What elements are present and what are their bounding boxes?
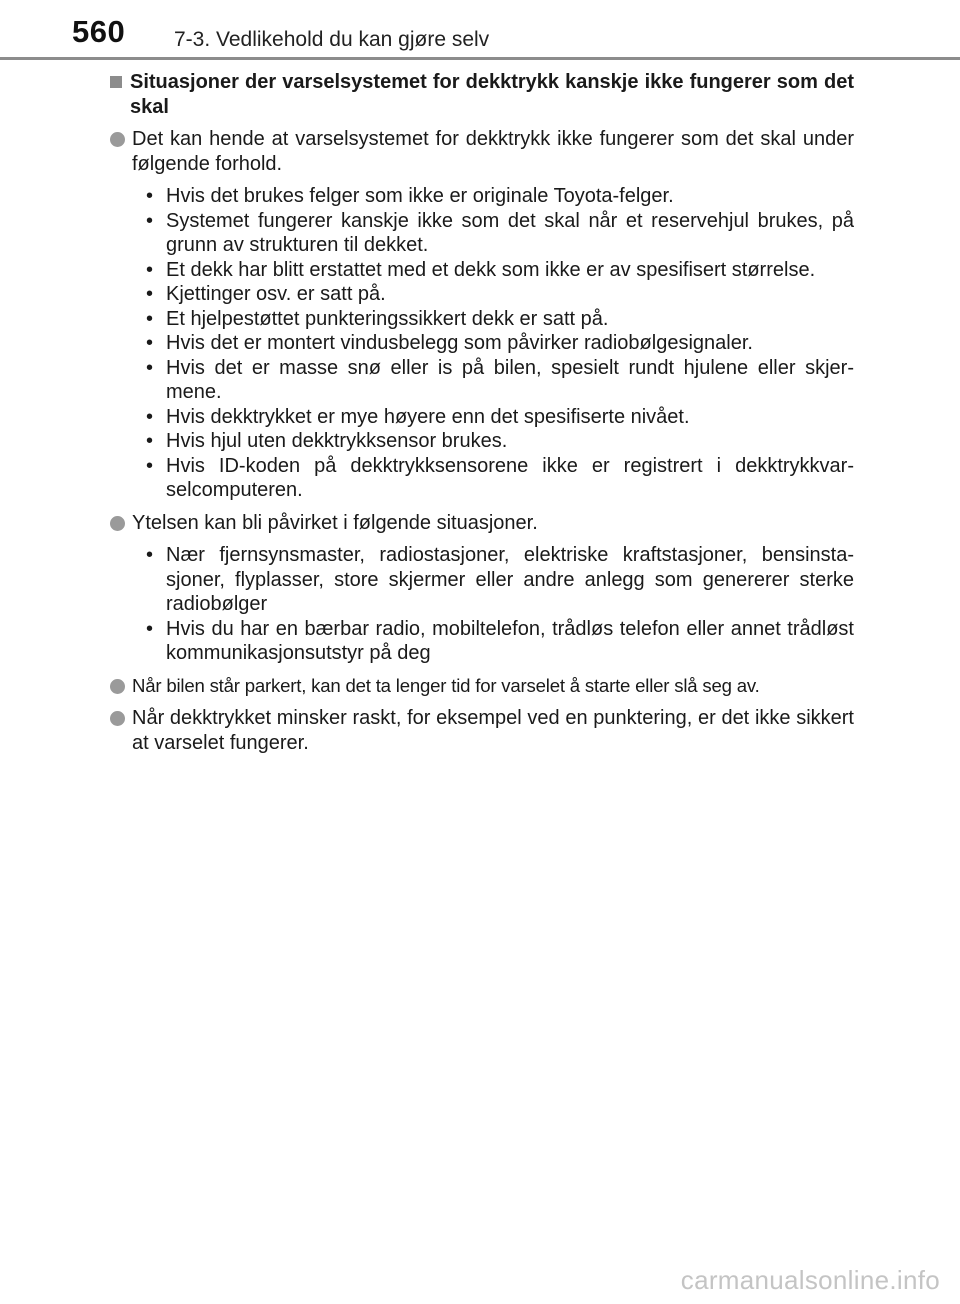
paragraph-rapid-loss [108,706,854,755]
circle-bullet-icon [110,516,125,531]
list-item: • Hvis ID-koden på dekktrykksensorene ikke er registrert i dekktrykkvar-selcomputeren. [146,454,854,503]
list-item: • Hvis det er masse snø eller is på bilen, spesielt rundt hjulene eller skjer-mene. [146,356,854,405]
list-item: • Et hjelpestøttet punkteringssikkert dekk er satt på. [146,307,854,332]
watermark: carmanualsonline.info [680,1265,940,1295]
list-item: • Kjettinger osv. er satt på. [146,282,854,307]
circle-bullet-icon [110,679,125,694]
list-item: • Nær fjernsynsmaster, radiostasjoner, elektriske kraftstasjoner, bensinsta-sjoner, flyplasser, store skjermer eller andre anlegg som genererer sterke radiobølger [146,543,854,617]
situations-list [108,543,854,666]
list-item: • Hvis det brukes felger som ikke er originale Toyota-felger. [146,184,854,209]
paragraph-parked [108,674,854,699]
list-item: • Systemet fungerer kanskje ikke som det skal når et reservehjul brukes, på grunn av strukturen til dekket. [146,209,854,258]
section-heading-text: Situasjoner der varselsystemet for dekktrykk kanskje ikke fungerer som det skal [130,71,854,118]
page-number: 560 [72,14,126,49]
paragraph-text: Når dekktrykket minsker raskt, for eksempel ved en punktering, er det ikke sikkert at varselet fungerer. [132,707,854,754]
square-bullet-icon [110,76,122,88]
paragraph-text: Ytelsen kan bli påvirket i følgende situasjoner. [132,511,538,534]
list-item: • Et dekk har blitt erstattet med et dekk som ikke er av spesifisert størrelse. [146,258,854,283]
paragraph-text: Når bilen står parkert, kan det ta lenger tid for varselet å starte eller slå seg av. [132,674,760,696]
page-header [0,0,960,62]
page-content [108,70,854,755]
section-heading [108,70,854,119]
list-item: • Hvis dekktrykket er mye høyere enn det spesifiserte nivået. [146,405,854,430]
list-item: • Hvis det er montert vindusbelegg som påvirker radiobølgesignaler. [146,331,854,356]
list-item: • Hvis hjul uten dekktrykksensor brukes. [146,429,854,454]
header-divider [0,57,960,60]
circle-bullet-icon [110,711,125,726]
list-item: • Hvis du har en bærbar radio, mobiltelefon, trådløs telefon eller annet trådløst kommunikasjonsutstyr på deg [146,617,854,666]
conditions-list [108,184,854,503]
paragraph-conditions [108,127,854,176]
circle-bullet-icon [110,132,125,147]
paragraph-performance [108,511,854,536]
section-title: 7-3. Vedlikehold du kan gjøre selv [174,28,490,51]
paragraph-text: Det kan hende at varselsystemet for dekktrykk ikke fungerer som det skal under følgende forhold. [132,128,854,175]
